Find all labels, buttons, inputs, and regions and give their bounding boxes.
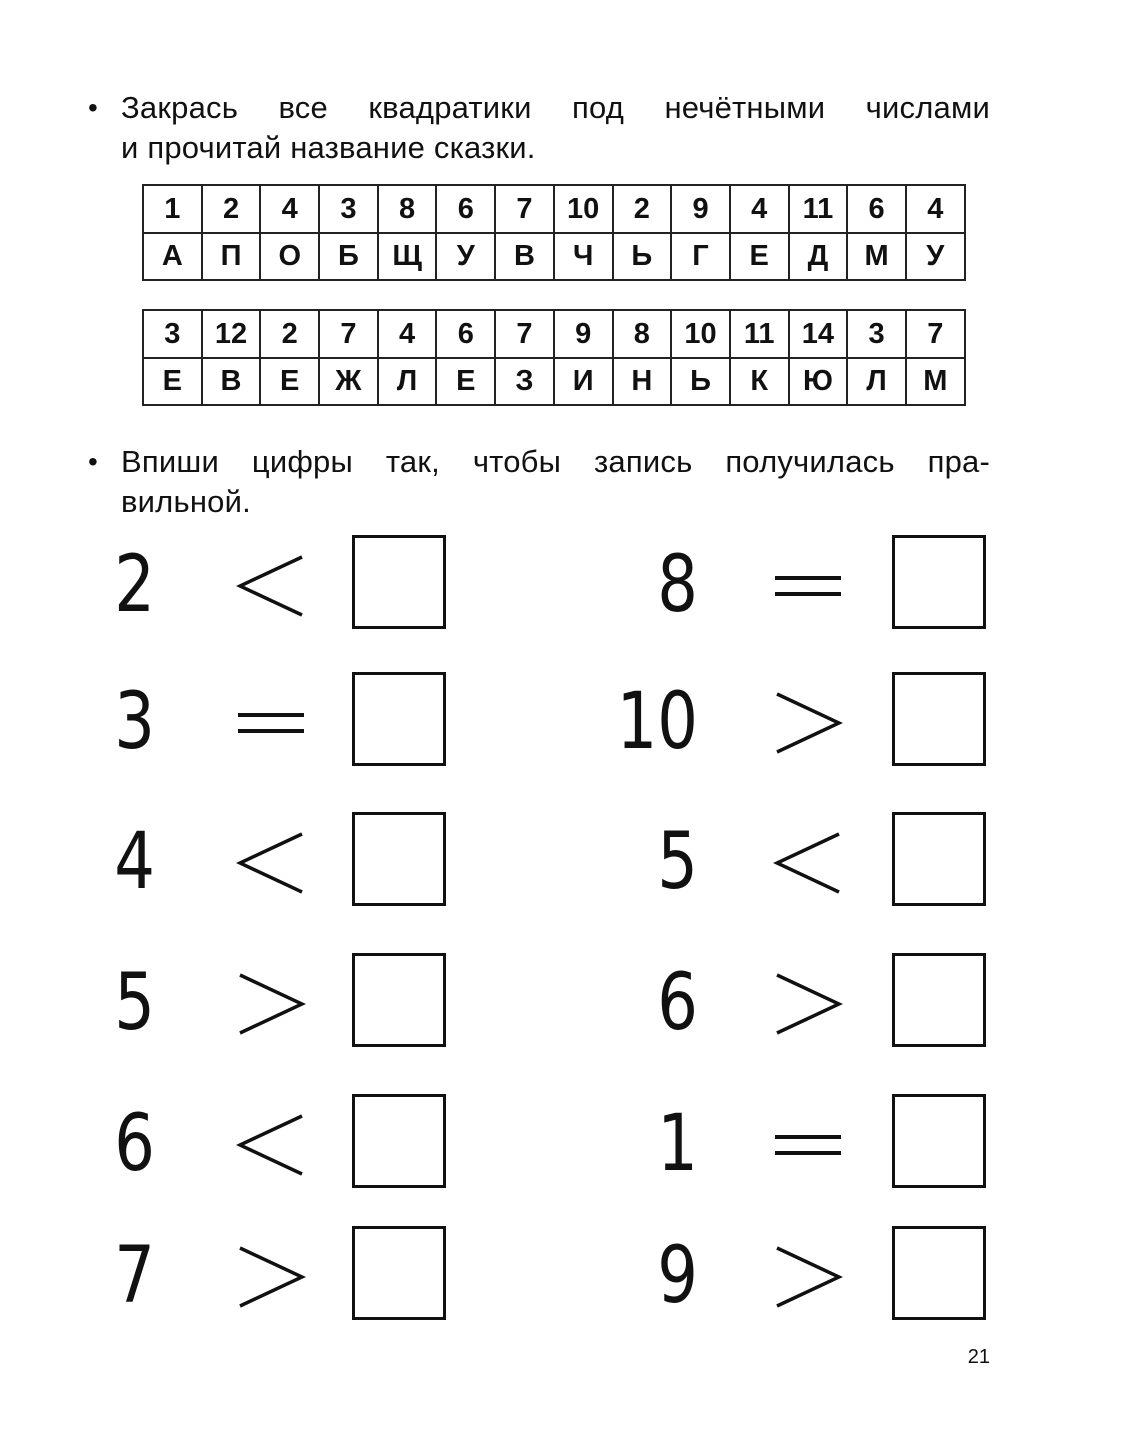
- number-cell[interactable]: 2: [202, 185, 261, 233]
- task-instruction-2: [88, 442, 990, 522]
- letter-cell[interactable]: Е: [730, 233, 789, 280]
- letter-cell[interactable]: Л: [378, 358, 437, 405]
- less-sign-icon: [236, 551, 306, 621]
- letters-row: [143, 233, 965, 280]
- letter-cell[interactable]: А: [143, 233, 202, 280]
- letter-cell[interactable]: У: [436, 233, 495, 280]
- letter-cell[interactable]: Е: [143, 358, 202, 405]
- letter-cell[interactable]: П: [202, 233, 261, 280]
- answer-box[interactable]: [892, 672, 986, 766]
- answer-box[interactable]: [892, 1094, 986, 1188]
- letter-cell[interactable]: Б: [319, 233, 378, 280]
- numbers-row: [143, 310, 965, 358]
- inequality-number: 9: [657, 1231, 698, 1321]
- less-sign-icon: [236, 1110, 306, 1180]
- letter-cell[interactable]: Ж: [319, 358, 378, 405]
- letter-cell[interactable]: Щ: [378, 233, 437, 280]
- letter-cell[interactable]: В: [495, 233, 554, 280]
- number-cell[interactable]: 3: [319, 185, 378, 233]
- letter-cell[interactable]: Ь: [671, 358, 730, 405]
- task-instruction-1: [88, 88, 990, 168]
- inequality-number: 5: [114, 958, 155, 1048]
- letter-cell[interactable]: Е: [260, 358, 319, 405]
- instruction-line: и прочитай название сказки.: [121, 130, 536, 165]
- letter-cell[interactable]: О: [260, 233, 319, 280]
- number-cell[interactable]: 8: [613, 310, 672, 358]
- number-cell[interactable]: 8: [378, 185, 437, 233]
- number-cell[interactable]: 4: [260, 185, 319, 233]
- greater-sign-icon: [773, 969, 843, 1039]
- number-cell[interactable]: 12: [202, 310, 261, 358]
- letter-cell[interactable]: Ю: [789, 358, 848, 405]
- number-cell[interactable]: 6: [436, 310, 495, 358]
- cipher-table-1: [142, 184, 966, 281]
- cipher-table-2: [142, 309, 966, 406]
- number-cell[interactable]: 10: [554, 185, 613, 233]
- greater-sign-icon: [236, 969, 306, 1039]
- letter-cell[interactable]: Е: [436, 358, 495, 405]
- answer-box[interactable]: [892, 535, 986, 629]
- number-cell[interactable]: 4: [730, 185, 789, 233]
- answer-box[interactable]: [892, 812, 986, 906]
- inequality-number: 5: [657, 817, 698, 907]
- answer-box[interactable]: [892, 953, 986, 1047]
- letter-cell[interactable]: З: [495, 358, 554, 405]
- greater-sign-icon: [773, 1242, 843, 1312]
- less-sign-icon: [773, 828, 843, 898]
- inequality-number: 2: [114, 540, 155, 630]
- less-sign-icon: [236, 828, 306, 898]
- letter-cell[interactable]: Ь: [613, 233, 672, 280]
- inequality-number: 10: [616, 677, 698, 767]
- letter-cell[interactable]: Ч: [554, 233, 613, 280]
- number-cell[interactable]: 2: [613, 185, 672, 233]
- letter-cell[interactable]: Д: [789, 233, 848, 280]
- number-cell[interactable]: 6: [847, 185, 906, 233]
- instruction-line: Впиши цифры так, чтобы запись получилась пра-: [121, 444, 990, 479]
- answer-box[interactable]: [352, 1226, 446, 1320]
- letter-cell[interactable]: М: [906, 358, 965, 405]
- number-cell[interactable]: 7: [319, 310, 378, 358]
- inequality-number: 1: [657, 1099, 698, 1189]
- letter-cell[interactable]: Л: [847, 358, 906, 405]
- answer-box[interactable]: [352, 953, 446, 1047]
- number-cell[interactable]: 7: [906, 310, 965, 358]
- number-cell[interactable]: 7: [495, 310, 554, 358]
- letter-cell[interactable]: Г: [671, 233, 730, 280]
- answer-box[interactable]: [352, 535, 446, 629]
- number-cell[interactable]: 9: [671, 185, 730, 233]
- greater-sign-icon: [236, 1242, 306, 1312]
- inequality-number: 6: [114, 1099, 155, 1189]
- number-cell[interactable]: 6: [436, 185, 495, 233]
- letter-cell[interactable]: Н: [613, 358, 672, 405]
- number-cell[interactable]: 4: [378, 310, 437, 358]
- equal-sign-icon: [236, 688, 306, 758]
- numbers-row: [143, 185, 965, 233]
- answer-box[interactable]: [352, 1094, 446, 1188]
- number-cell[interactable]: 4: [906, 185, 965, 233]
- inequality-number: 3: [114, 677, 155, 767]
- bullet: •: [88, 92, 99, 123]
- instruction-line: Закрась все квадратики под нечётными числами: [121, 90, 990, 125]
- number-cell[interactable]: 3: [847, 310, 906, 358]
- number-cell[interactable]: 9: [554, 310, 613, 358]
- number-cell[interactable]: 14: [789, 310, 848, 358]
- number-cell[interactable]: 11: [789, 185, 848, 233]
- page-number: 21: [967, 1346, 990, 1368]
- letter-cell[interactable]: М: [847, 233, 906, 280]
- letter-cell[interactable]: В: [202, 358, 261, 405]
- letter-cell[interactable]: И: [554, 358, 613, 405]
- answer-box[interactable]: [892, 1226, 986, 1320]
- number-cell[interactable]: 3: [143, 310, 202, 358]
- instruction-line: вильной.: [121, 484, 251, 519]
- inequality-number: 6: [657, 958, 698, 1048]
- inequality-number: 7: [114, 1231, 155, 1321]
- greater-sign-icon: [773, 688, 843, 758]
- letter-cell[interactable]: К: [730, 358, 789, 405]
- number-cell[interactable]: 7: [495, 185, 554, 233]
- answer-box[interactable]: [352, 812, 446, 906]
- letter-cell[interactable]: У: [906, 233, 965, 280]
- number-cell[interactable]: 10: [671, 310, 730, 358]
- equal-sign-icon: [773, 551, 843, 621]
- inequality-number: 8: [657, 540, 698, 630]
- number-cell[interactable]: 2: [260, 310, 319, 358]
- equal-sign-icon: [773, 1110, 843, 1180]
- bullet: •: [88, 446, 99, 477]
- answer-box[interactable]: [352, 672, 446, 766]
- letters-row: [143, 358, 965, 405]
- number-cell[interactable]: 1: [143, 185, 202, 233]
- inequality-number: 4: [114, 817, 155, 907]
- number-cell[interactable]: 11: [730, 310, 789, 358]
